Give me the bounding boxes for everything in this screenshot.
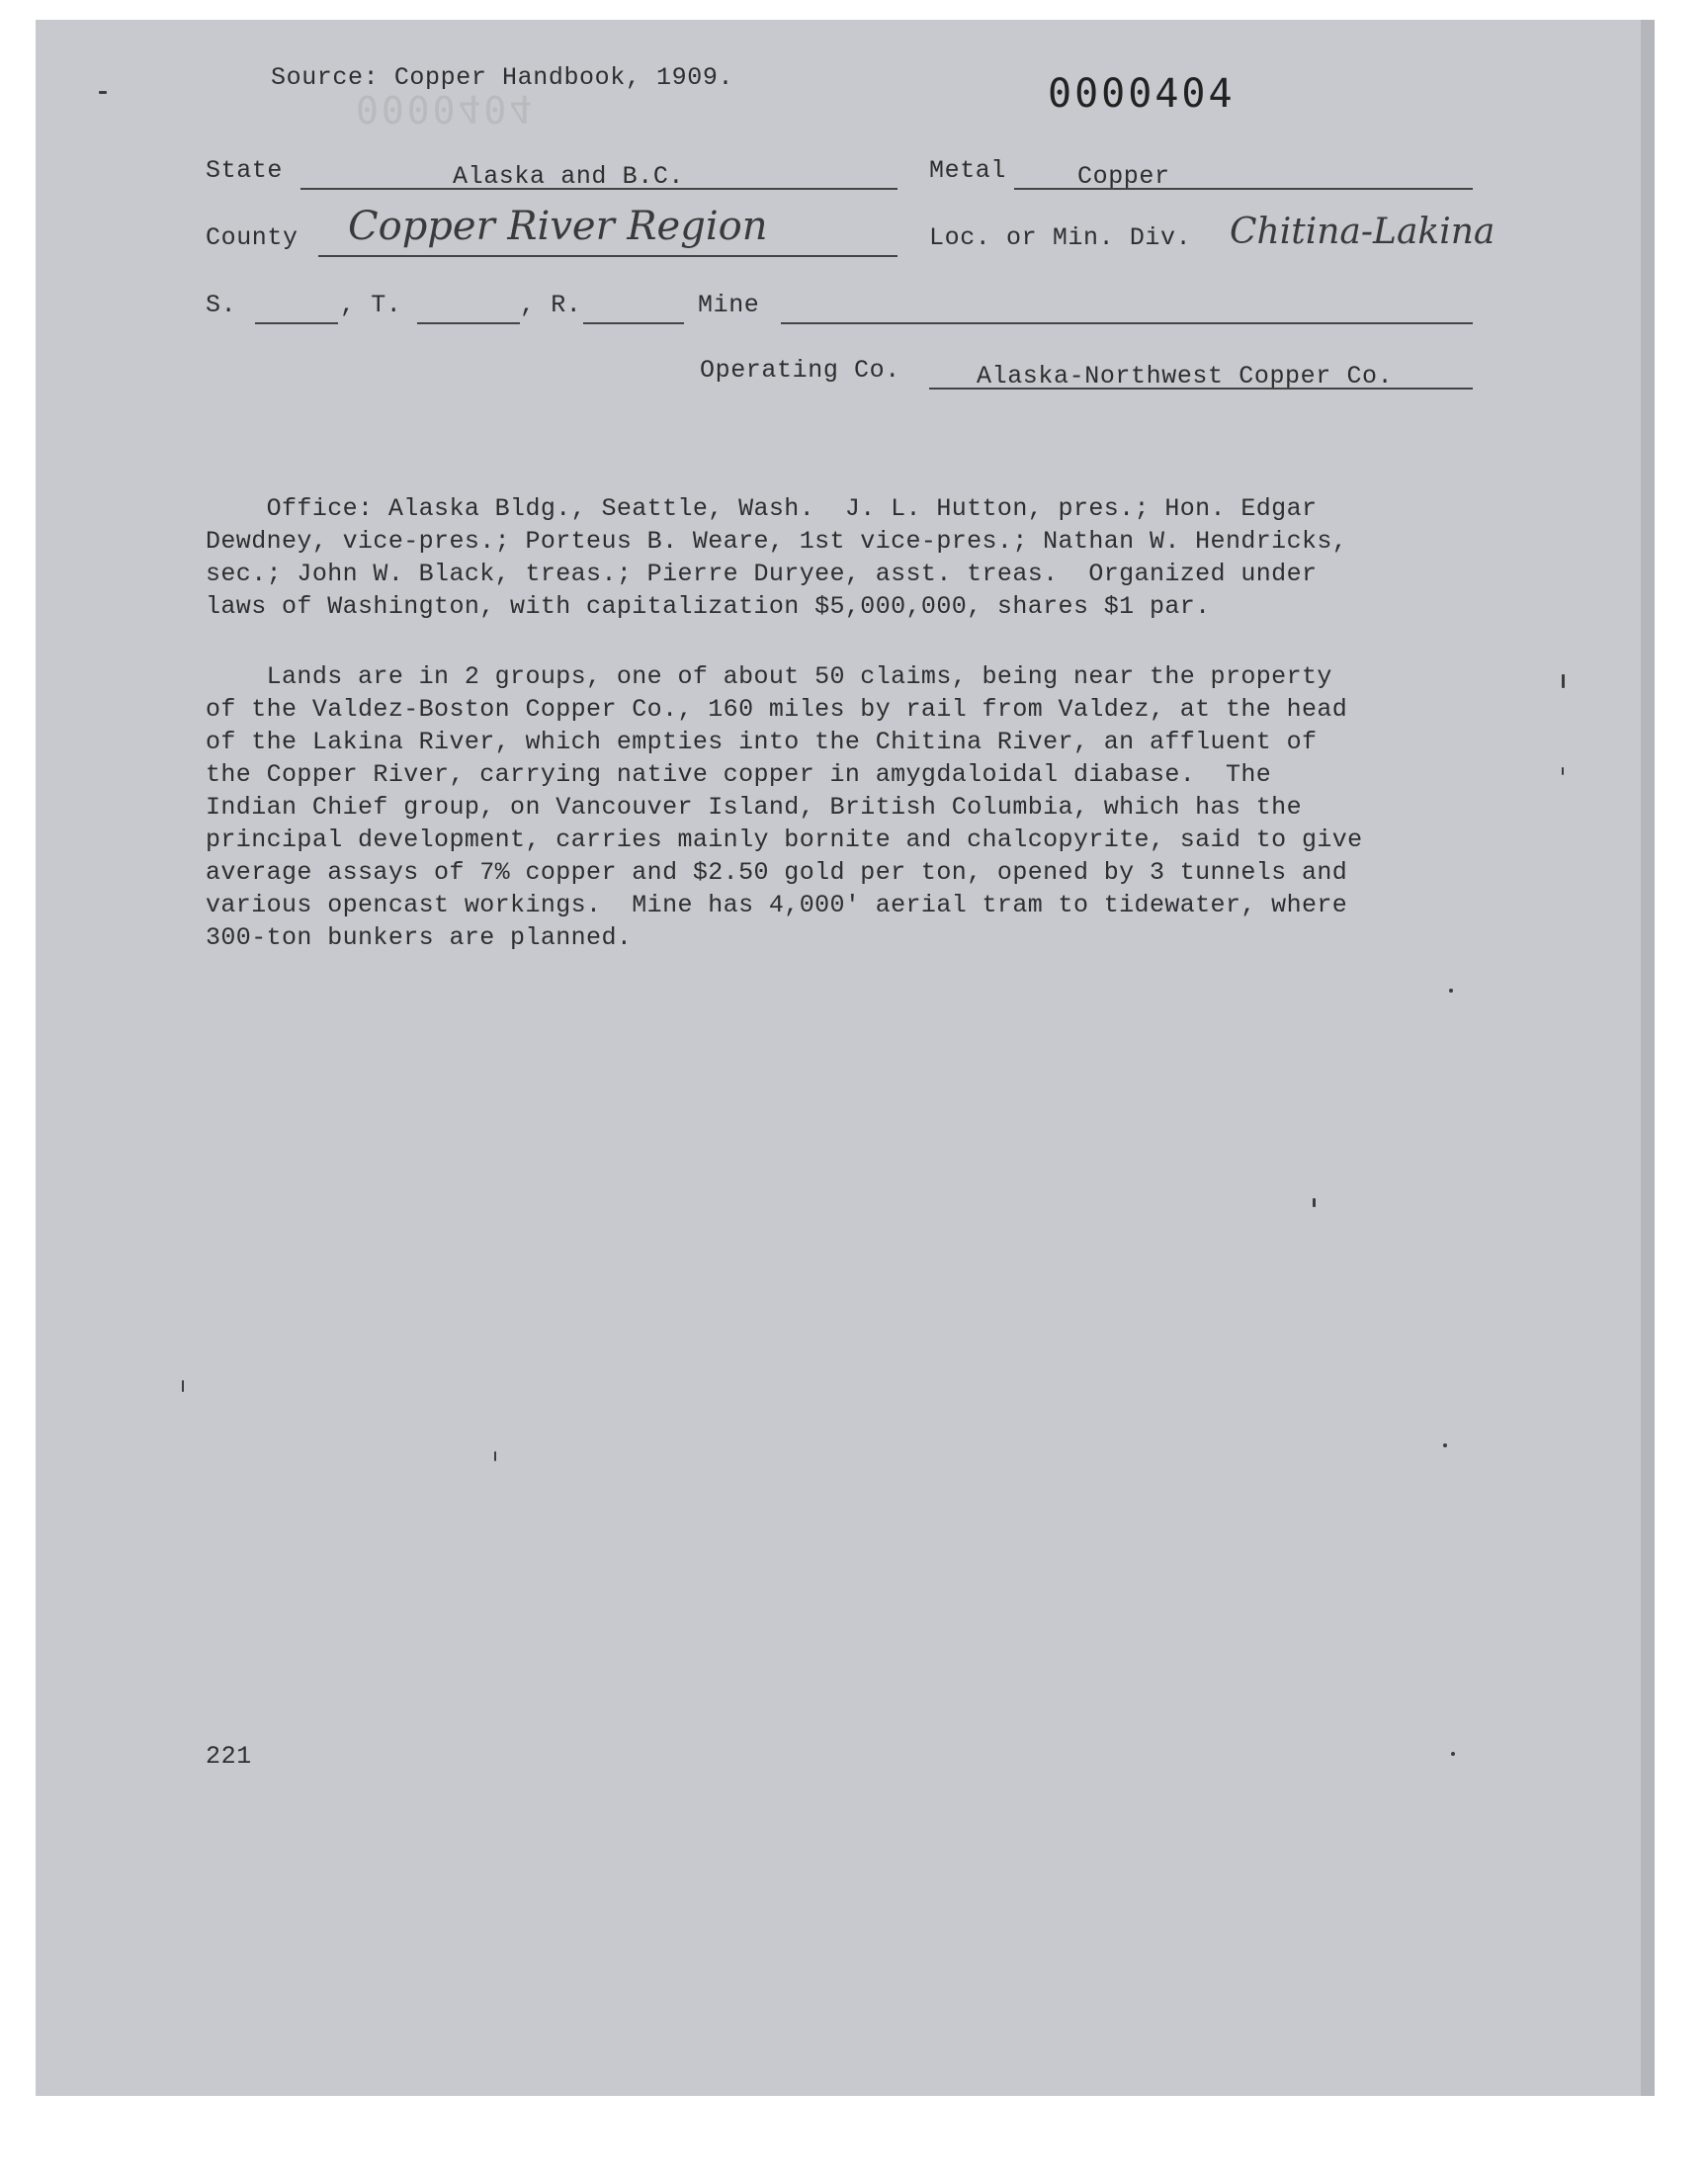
text-line: various opencast workings. Mine has 4,000' aerial tram to tidewater, where	[206, 891, 1348, 919]
text-line: principal development, carries mainly bornite and chalcopyrite, said to give	[206, 826, 1363, 854]
state-label: State	[206, 156, 284, 185]
text-line: the Copper River, carrying native copper in amygdaloidal diabase. The	[206, 760, 1272, 789]
scan-speck	[99, 91, 107, 94]
state-value: Alaska and B.C.	[453, 162, 685, 191]
text-line: average assays of 7% copper and $2.50 gold per ton, opened by 3 tunnels and	[206, 858, 1348, 887]
section-underline	[255, 322, 338, 324]
mine-label: Mine	[698, 291, 760, 319]
text-line: Office: Alaska Bldg., Seattle, Wash. J. L. Hutton, pres.; Hon. Edgar	[206, 494, 1318, 523]
text-line: of the Lakina River, which empties into the Chitina River, an affluent of	[206, 728, 1318, 756]
record-card	[36, 20, 1655, 2096]
text-line: Lands are in 2 groups, one of about 50 claims, being near the property	[206, 662, 1332, 691]
scan-speck	[1451, 1752, 1455, 1756]
township-underline	[417, 322, 520, 324]
loc-value-handwritten: Chitina-Lakina	[1230, 212, 1495, 252]
text-line: sec.; John W. Black, treas.; Pierre Duryee, asst. treas. Organized under	[206, 560, 1318, 588]
page-number: 221	[206, 1742, 252, 1771]
scan-speck	[1449, 989, 1453, 993]
source-line: Source: Copper Handbook, 1909.	[271, 63, 734, 92]
scan-speck	[494, 1451, 496, 1461]
scan-speck	[182, 1380, 184, 1392]
lands-paragraph	[206, 660, 1481, 954]
range-underline	[583, 322, 684, 324]
loc-label: Loc. or Min. Div.	[929, 223, 1192, 252]
text-line: 300-ton bunkers are planned.	[206, 923, 633, 952]
scan-speck	[1443, 1443, 1447, 1447]
office-paragraph	[206, 492, 1481, 623]
section-label: S.	[206, 291, 237, 319]
county-underline	[318, 255, 897, 257]
scan-speck	[1562, 767, 1564, 775]
text-line: of the Valdez-Boston Copper Co., 160 miles by rail from Valdez, at the head	[206, 695, 1348, 724]
township-label: , T.	[340, 291, 402, 319]
county-value-handwritten: Copper River Region	[348, 204, 768, 249]
scan-speck	[1313, 1198, 1316, 1207]
scan-speck	[1562, 674, 1565, 688]
metal-value: Copper	[1077, 162, 1170, 191]
operating-co-label: Operating Co.	[700, 356, 900, 385]
mine-underline	[781, 322, 1473, 324]
text-line: Dewdney, vice-pres.; Porteus B. Weare, 1st vice-pres.; Nathan W. Hendricks,	[206, 527, 1348, 556]
text-line: laws of Washington, with capitalization $5,000,000, shares $1 par.	[206, 592, 1211, 621]
card-number-stamp: 0000404	[1048, 71, 1236, 117]
county-label: County	[206, 223, 299, 252]
text-line: Indian Chief group, on Vancouver Island, British Columbia, which has the	[206, 793, 1302, 822]
range-label: , R.	[520, 291, 582, 319]
operating-co-value: Alaska-Northwest Copper Co.	[977, 362, 1394, 391]
bleed-through-stamp: 0000404	[356, 87, 536, 130]
metal-label: Metal	[929, 156, 1007, 185]
